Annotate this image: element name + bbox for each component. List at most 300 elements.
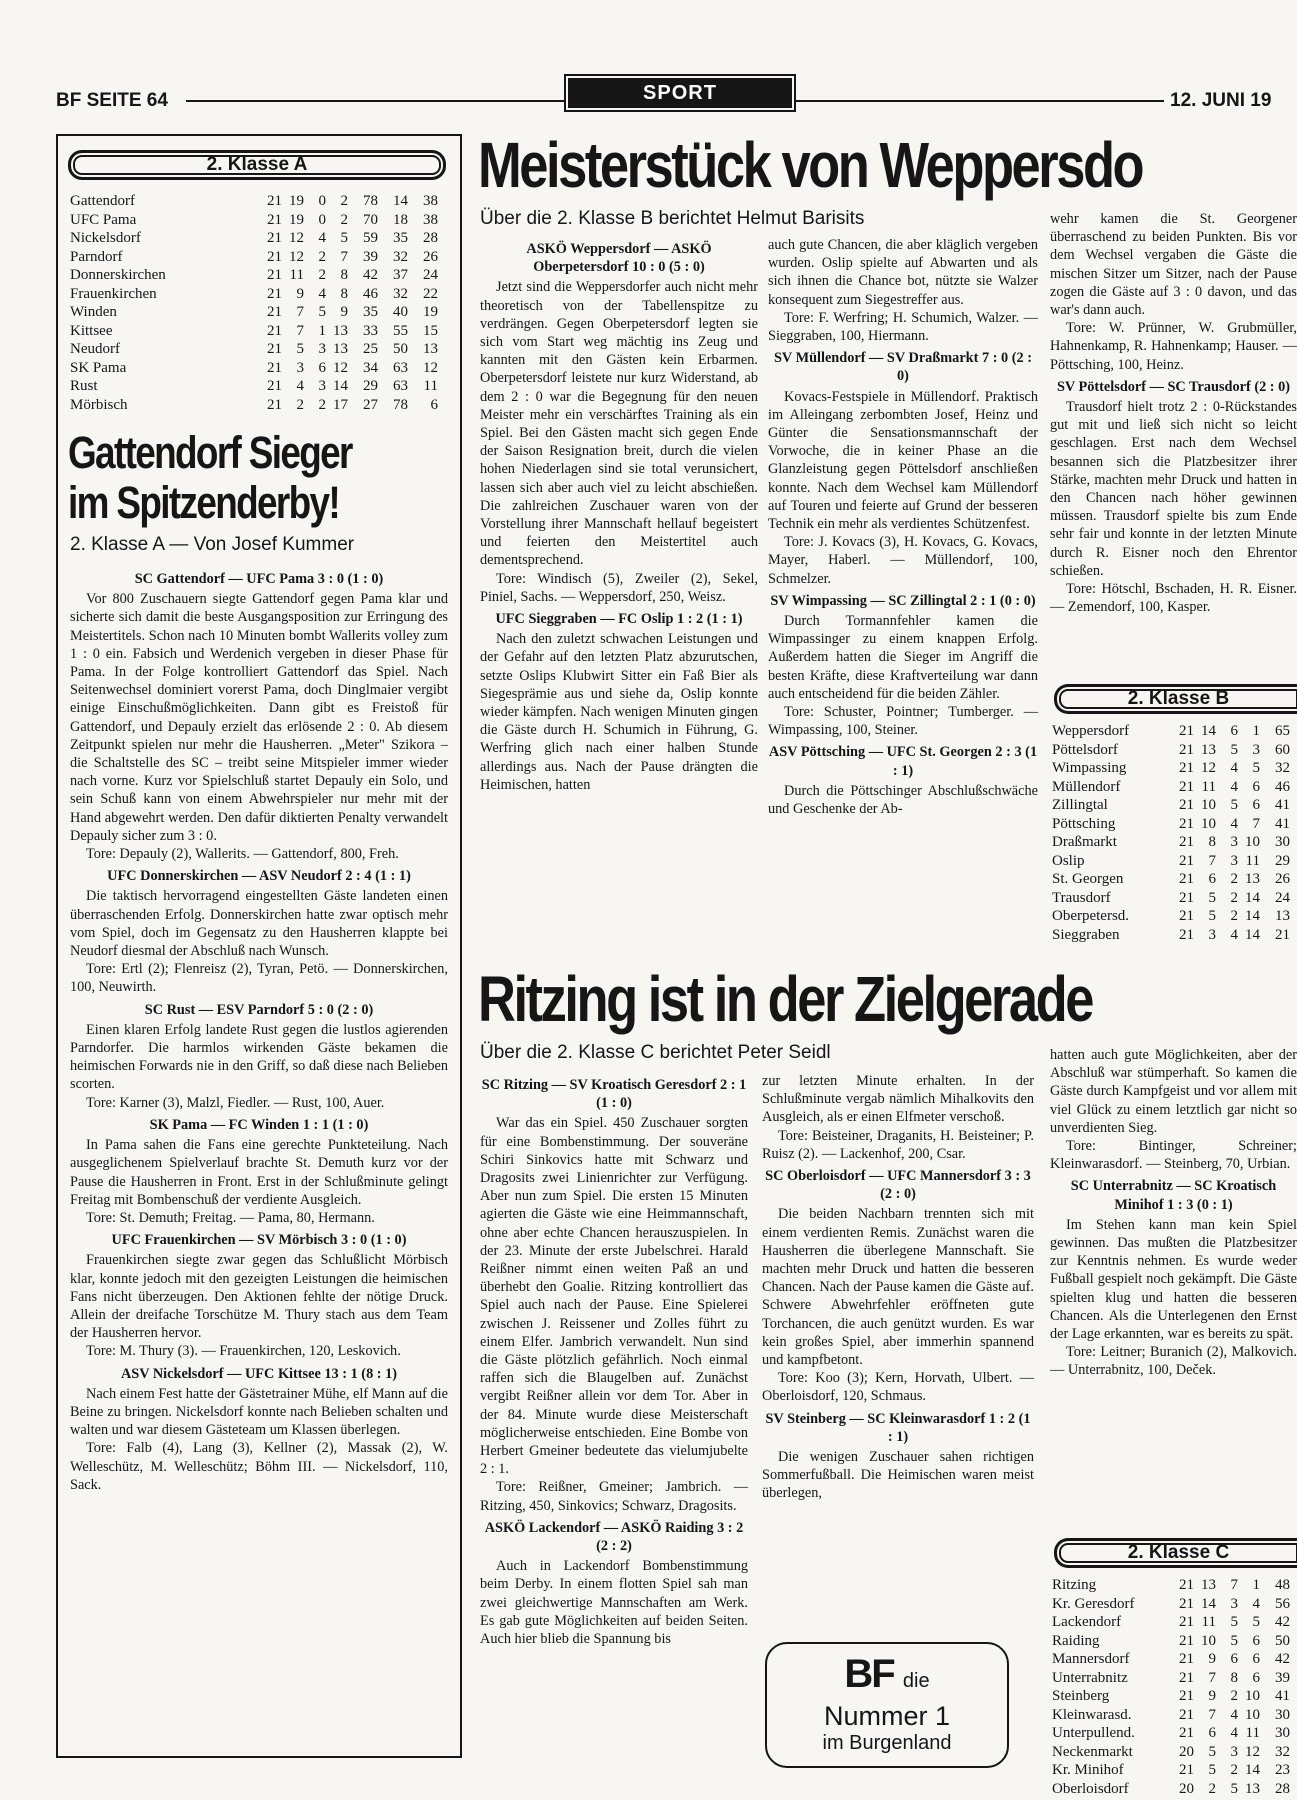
stat-cell: 4 [1230,1706,1238,1723]
match-report: Nach den zuletzt schwachen Leistungen und der Gefahr auf den letzten Platz abzurutschen, setzte Oslips Klubwirt Sitter ein Faß Bier als Siegesprämie aus und siehe da, Oslip konnte wieder kämpfen. Nach wenigen Minuten gingen die Gäste durch H. Schumich in Führung, G. Werfring glich nach einer halben Stunde allerdings aus. Nach der Pause drängten die Heimischen, hatten [480,631,758,793]
match-heading: SC Unterrabnitz — SC Kroatisch Minihof 1 : 3 (0 : 1) [1070,1178,1277,1213]
table-row [1052,889,1297,908]
stat-cell: 21 [267,341,282,357]
team-name: Gattendorf [70,193,135,209]
stat-cell: 5 [1252,1614,1260,1630]
stat-cell: 7 [1208,852,1216,869]
stat-cell: 19 [289,211,304,228]
stat-cell: 21 [1179,797,1194,813]
stat-cell: 21 [1179,778,1194,795]
stat-cell: 21 [1179,852,1194,869]
stat-cell: 78 [363,193,378,209]
match-scorers: Tore: Leitner; Buranich (2), Malkovich. — Unterrabnitz, 100, Deček. [1050,1344,1297,1379]
table-row [1052,1687,1297,1706]
team-name: St. Georgen [1052,871,1124,887]
stat-cell: 14 [1245,926,1260,943]
stat-cell: 5 [1230,741,1238,758]
stat-cell: 10 [1201,1632,1216,1649]
stat-cell: 14 [1245,908,1260,924]
stat-cell: 6 [430,396,438,413]
team-name: Raiding [1052,1632,1100,1649]
stat-cell: 39 [363,248,378,265]
stat-cell: 3 [1208,926,1216,943]
table-row [1052,778,1297,797]
stat-cell: 3 [1230,852,1238,869]
stat-cell: 42 [363,267,378,283]
stat-cell: 21 [1179,1595,1194,1612]
stat-cell: 2 [296,396,304,413]
team-name: Oslip [1052,852,1085,869]
team-name: Zillingtal [1052,797,1108,813]
stat-cell: 6 [1252,778,1260,795]
stat-cell: 1 [318,322,326,339]
match-report: War das ein Spiel. 450 Zuschauer sorgten für eine Bombenstimmung. Der souveräne Schiri Sinkovics hatte mit Schwarz und Dragosits zwei Linienrichter zur Verfügung. Aber nun zum Spiel. Die ersten 15 Minuten agierten die Gäste wie eine Heimmannschaft, ohne aber echte Chancen herauszuspielen. In der 23. Minute der erste Jubelschrei. Harald Reißner nimmt einen weiten Paß an und überhebt den Goalie. Ritzing kontrolliert das Spiel auch nach der Pause. Eine Spielerei zwischen J. Reissener und Zolles führt zu einem Elfer. Jambrich verwandelt. Nun sind die Gäste plötzlich gefährlich. Noch einmal raffen sich die Blaugelben auf. Zunächst vergibt Reißner allein vor dem Tor. Aber in der 84. Minute wurde diese Meisterschaft möglicherweise entschieden. Eine Bombe von Herbert Gmeiner bedeutete das vielumjubelte 2 : 1. [480,1115,748,1478]
stat-cell: 11 [1245,1725,1260,1741]
team-name: Mannersdorf [1052,1651,1130,1667]
team-name: Weppersdorf [1052,723,1130,739]
stat-cell: 35 [363,304,378,320]
stat-cell: 5 [296,341,304,357]
stat-cell: 4 [1230,926,1238,943]
stat-cell: 13 [1201,741,1216,758]
stat-cell: 4 [1230,778,1238,795]
table-row [1052,1613,1297,1632]
stat-cell: 2 [1230,908,1238,924]
ad-logo-suffix: die [902,1670,930,1692]
table-row [1052,1761,1297,1780]
stat-cell: 10 [1245,1688,1260,1704]
table-a-title: 2. Klasse A [68,150,446,180]
match-heading: SV Wimpassing — SC Zillingtal 2 : 1 (0 : 0) [770,592,1036,609]
stat-cell: 21 [1179,1706,1194,1723]
match-heading: SC Rust — ESV Parndorf 5 : 0 (2 : 0) [144,1001,374,1018]
stat-cell: 3 [318,341,326,357]
team-name: SK Pama [70,359,127,376]
section-label: SPORT [568,78,792,108]
stat-cell: 32 [393,248,408,265]
stat-cell: 7 [296,304,304,320]
table-row [70,248,438,267]
stat-cell: 6 [1252,1632,1260,1649]
stat-cell: 8 [340,285,348,302]
match-report: In Pama sahen die Fans eine gerechte Punkteteilung. Nach ausgeglichenem Spielverlauf brachte St. Demuth kurz vor der Pause die Hausherren in Front. Erst in der Schlußminute gelingt Freitag mit Bombenschuß der verdiente Ausgleich. [70,1137,448,1208]
stat-cell: 46 [363,285,378,302]
stat-cell: 4 [1230,760,1238,776]
table-row [1052,1632,1297,1651]
table-row [1052,907,1297,926]
stat-cell: 13 [1245,1780,1260,1797]
table-c [1052,1576,1297,1800]
stat-cell: 38 [423,211,438,228]
match-heading: ASKÖ Weppersdorf — ASKÖ Oberpetersdorf 10 : 0 (5 : 0) [526,241,712,276]
stat-cell: 1 [1252,1577,1260,1593]
table-row [1052,1650,1297,1669]
team-name: Frauenkirchen [70,285,157,302]
stat-cell: 21 [267,396,282,413]
table-c-title: 2. Klasse C [1054,1538,1297,1568]
table-b-title: 2. Klasse B [1054,684,1297,714]
stat-cell: 14 [1201,723,1216,739]
stat-cell: 29 [363,378,378,394]
stat-cell: 42 [1275,1614,1290,1630]
team-name: Parndorf [70,248,123,265]
stat-cell: 13 [333,322,348,339]
stat-cell: 5 [1252,760,1260,776]
stat-cell: 26 [423,248,438,265]
stat-cell: 8 [1208,834,1216,850]
stat-cell: 6 [1230,1651,1238,1667]
match-scorers: Tore: Hötschl, Bschaden, H. R. Eisner. — Zemendorf, 100, Kasper. [1050,581,1297,616]
team-name: UFC Pama [70,211,137,228]
stat-cell: 21 [267,230,282,246]
stat-cell: 0 [318,193,326,209]
stat-cell: 4 [1230,815,1238,832]
match-heading: UFC Frauenkirchen — SV Mörbisch 3 : 0 (1 : 0) [111,1232,407,1249]
stat-cell: 30 [1275,834,1290,850]
stat-cell: 37 [393,267,408,283]
stat-cell: 21 [1179,871,1194,887]
article-a-subtitle: 2. Klasse A — Von Josef Kummer [70,534,355,555]
stat-cell: 21 [1179,1725,1194,1741]
stat-cell: 9 [1208,1688,1216,1704]
table-b [1052,722,1297,948]
page-number: BF SEITE 64 [56,90,168,111]
table-row [1052,1576,1297,1595]
team-name: Neckenmarkt [1052,1743,1133,1760]
stat-cell: 6 [1252,797,1260,813]
stat-cell: 15 [423,322,438,339]
stat-cell: 32 [1275,760,1290,776]
match-heading: ASV Nickelsdorf — UFC Kittsee 13 : 1 (8 : 1) [120,1365,398,1382]
table-row [1052,722,1297,741]
stat-cell: 13 [1201,1577,1216,1593]
stat-cell: 48 [1275,1577,1290,1593]
stat-cell: 78 [393,396,408,413]
stat-cell: 21 [267,267,282,283]
stat-cell: 23 [1275,1762,1290,1778]
stat-cell: 63 [393,359,408,376]
team-name: Mörbisch [70,396,128,413]
headline-a-2: im Spitzenderby! [68,477,340,528]
match-scorers: Tore: Koo (3); Kern, Horvath, Ulbert. — Oberloisdorf, 120, Schmaus. [762,1370,1034,1405]
match-heading: SV Pöttelsdorf — SC Trausdorf (2 : 0) [1056,378,1291,395]
match-report: wehr kamen die St. Georgener überraschend zu beiden Punkten. Bis vor dem Wechsel vergaben die Gäste die mischen Sitzer um Sitzer, nach der Pause zogen die Gäste auf 3 : 0 davon, und das war's dann auch. [1050,211,1297,319]
stat-cell: 25 [363,341,378,357]
ad-line-2: im Burgenland [822,1732,952,1754]
stat-cell: 9 [340,304,348,320]
match-report: Die wenigen Zuschauer sahen richtigen Sommerfußball. Die Heimischen waren meist überlegen, [762,1449,1034,1502]
stat-cell: 65 [1275,723,1290,739]
match-report: Vor 800 Zuschauern siegte Gattendorf gegen Pama klar und sicherte sich damit die beste Ausgangsposition zur Erringung des Meistertitels. Schon nach 10 Minuten bombt Wallerits volley zum 1 : 0 ein. Fabsich und Werdenich vergeben in dieser Phase für Pama. In der Folge kontrolliert Gattendorf das Spiel. Nach Seitenwechsel dominiert vorerst Pama, doch Dinglmaier vergibt einige Einschußmöglichkeiten. Dann gibt es Freistoß für Gattendorf, und Depauly erzielt das erlösende 2 : 0. Ab diesem Zeitpunkt spielen nur mehr die Hausherren. „Meter" Szikora – die Schaltstelle des SC – treibt seine Mitspieler immer wieder nach vorne. Kurz vor Spielschluß startet Depauly ein Solo, und sein Schuß kann von einem Abwehrspieler nur mehr mit der Hand abgewehrt werden. Den dafür diktierten Penalty verwandelt Depauly sicher zum 3 : 0. [70,591,448,844]
stat-cell: 63 [393,378,408,394]
match-scorers: Tore: Ertl (2); Flenreisz (2), Tyran, Petö. — Donnerskirchen, 100, Neuwirth. [70,961,448,996]
stat-cell: 0 [318,211,326,228]
stat-cell: 4 [318,285,326,302]
stat-cell: 3 [318,378,326,394]
stat-cell: 41 [1275,797,1290,813]
table-row [1052,815,1297,834]
stat-cell: 17 [333,396,348,413]
ad-logo: BF [844,1652,894,1696]
article-c-subtitle: Über die 2. Klasse C berichtet Peter Seidl [480,1042,831,1063]
table-row [1052,759,1297,778]
stat-cell: 3 [1230,1743,1238,1760]
stat-cell: 3 [296,359,304,376]
stat-cell: 2 [340,193,348,209]
stat-cell: 21 [1179,908,1194,924]
stat-cell: 4 [1252,1595,1260,1612]
stat-cell: 5 [1230,1780,1238,1797]
match-heading: SC Oberloisdorf — UFC Mannersdorf 3 : 3 (2 : 0) [765,1168,1031,1203]
match-report: auch gute Chancen, die aber kläglich vergeben wurden. Oslip spielte auf Abwarten und als sich ihnen die Chance bot, nützte sie Walzer konsequent zum Siegestreffer aus. [768,237,1038,308]
stat-cell: 21 [1179,889,1194,906]
match-scorers: Tore: Depauly (2), Wallerits. — Gattendorf, 800, Freh. [86,846,399,863]
stat-cell: 50 [393,341,408,357]
match-report: Durch die Pöttschinger Abschlußschwäche und Geschenke der Ab- [768,782,1038,818]
stat-cell: 50 [1275,1632,1290,1649]
stat-cell: 7 [1208,1706,1216,1723]
team-name: Wimpassing [1052,760,1127,776]
stat-cell: 14 [393,193,408,209]
team-name: Kr. Geresdorf [1052,1595,1135,1612]
stat-cell: 21 [1179,1651,1194,1667]
stat-cell: 2 [1230,1762,1238,1778]
stat-cell: 6 [1252,1669,1260,1686]
match-report: Im Stehen kann man kein Spiel gewinnen. Das mußten die Platzbesitzer zur Kenntnis nehmen. Es wurde weder Fußball gespielt noch gekämpft. Die Gäste spielten klug und hatten die besseren Chancen. Als die Unterlegenen den Ernst der Lage erkannten, war es bereits zu spät. [1050,1216,1297,1343]
table-row [70,359,438,378]
stat-cell: 9 [1208,1651,1216,1667]
stat-cell: 13 [1245,871,1260,887]
article-c-col2 [762,1072,1034,1503]
stat-cell: 2 [340,211,348,228]
stat-cell: 41 [1275,1688,1290,1704]
table-row [1052,741,1297,760]
stat-cell: 3 [1252,741,1260,758]
match-scorers: Tore: W. Prünner, W. Grubmüller, Hahnenkamp, R. Hahnenkamp; Hauser. — Pöttsching, 100, Heinz. [1050,320,1297,373]
stat-cell: 18 [393,211,408,228]
stat-cell: 7 [296,322,304,339]
header-rule-left [186,100,566,102]
stat-cell: 46 [1275,778,1290,795]
headline-b: Meisterstück von Weppersdo [478,129,1143,201]
match-report: Die taktisch hervorragend eingestellten Gäste landeten einen überraschenden Erfolg. Donnerskirchen hatte zwar optisch mehr vom Spiel, doch im Gegensatz zu den Hausherren klappte bei Neudorf diesmal der Abschluß nach Wunsch. [70,888,448,960]
table-row [1052,833,1297,852]
stat-cell: 5 [1208,1762,1216,1778]
stat-cell: 19 [289,193,304,209]
issue-date: 12. JUNI 19 [1170,90,1272,111]
stat-cell: 10 [1245,1706,1260,1723]
stat-cell: 21 [267,359,282,376]
stat-cell: 6 [318,359,326,376]
stat-cell: 6 [1230,723,1238,739]
match-scorers: Tore: Bintinger, Schreiner; Kleinwarasdorf. — Steinberg, 70, Urbian. [1050,1138,1297,1173]
stat-cell: 10 [1245,834,1260,850]
match-scorers: Tore: Karner (3), Malzl, Fiedler. — Rust, 100, Auer. [86,1094,385,1111]
stat-cell: 13 [1275,908,1290,924]
team-name: Pöttelsdorf [1052,741,1118,758]
stat-cell: 33 [363,322,378,339]
table-row [1052,1743,1297,1762]
match-heading: SC Ritzing — SV Kroatisch Geresdorf 2 : 1 (1 : 0) [481,1077,747,1112]
match-report: Nach einem Fest hatte der Gästetrainer Mühe, elf Mann auf die Beine zu bringen. Nickelsdorf konnte nach Belieben schalten und walten und war diesem Gästeteam um Klassen überlegen. [70,1385,448,1439]
table-row [1052,796,1297,815]
article-b-col2 [768,236,1038,818]
article-b-col1 [480,236,758,794]
stat-cell: 21 [1179,723,1194,739]
match-heading: SC Gattendorf — UFC Pama 3 : 0 (1 : 0) [134,571,384,587]
stat-cell: 40 [393,304,408,320]
stat-cell: 21 [1179,760,1194,776]
headline-a-1: Gattendorf Sieger [68,427,352,478]
table-row [70,229,438,248]
team-name: Ritzing [1052,1577,1097,1593]
stat-cell: 21 [267,378,282,394]
table-row [1052,1595,1297,1614]
stat-cell: 30 [1275,1725,1290,1741]
stat-cell: 32 [1275,1743,1290,1760]
stat-cell: 10 [1201,815,1216,832]
match-report: Auch in Lackendorf Bombenstimmung beim Derby. In einem flotten Spiel sah man zwei gleichwertige Mannschaften am Werk. Es gab gute Möglichkeiten auf beiden Seiten. Auch hier blieb die Spannung bis [480,1558,748,1648]
table-row [70,396,438,415]
match-heading: SV Steinberg — SC Kleinwarasdorf 1 : 2 (1 : 1) [765,1410,1031,1445]
stat-cell: 19 [423,304,438,320]
team-name: Winden [70,304,117,320]
team-name: Kleinwarasd. [1052,1706,1132,1723]
stat-cell: 20 [1179,1780,1194,1797]
stat-cell: 21 [267,211,282,228]
match-heading: UFC Sieggraben — FC Oslip 1 : 2 (1 : 1) [495,611,743,628]
stat-cell: 27 [363,396,378,413]
match-scorers: Tore: Windisch (5), Zweiler (2), Sekel, Piniel, Sachs. — Weppersdorf, 250, Weisz. [480,570,758,605]
table-row [1052,1669,1297,1688]
table-row [1052,1780,1297,1799]
match-report: Die beiden Nachbarn trennten sich mit einem verdienten Remis. Zunächst waren die Hausherren die überlegene Mannschaft. Sie machten mehr Druck und hatten die besseren Chancen. Nach der Pause kamen die Gäste auf. Schwere Abwehrfehler eröffneten gute Torchancen, die auch genützt wurden. Es war kein großes Spiel, aber immerhin spannend und kampfbetont. [762,1206,1034,1369]
stat-cell: 10 [1201,797,1216,813]
team-name: Draßmarkt [1052,834,1117,850]
stat-cell: 5 [1208,889,1216,906]
table-row [1052,852,1297,871]
match-heading: SK Pama — FC Winden 1 : 1 (1 : 0) [149,1116,369,1133]
stat-cell: 21 [1179,834,1194,850]
stat-cell: 39 [1275,1669,1290,1686]
article-a-body [70,566,448,1494]
stat-cell: 2 [1230,871,1238,887]
article-c-col3 [1050,1046,1297,1530]
ad-line-1: Nummer 1 [823,1701,951,1731]
stat-cell: 11 [423,378,438,394]
stat-cell: 5 [318,304,326,320]
stat-cell: 11 [289,267,304,283]
stat-cell: 7 [340,248,348,265]
stat-cell: 35 [393,230,408,246]
table-row [1052,926,1297,945]
table-row [70,322,438,341]
stat-cell: 9 [296,285,304,302]
stat-cell: 13 [423,341,438,357]
stat-cell: 21 [1275,926,1290,943]
stat-cell: 24 [1275,889,1290,906]
stat-cell: 12 [1201,760,1216,776]
stat-cell: 21 [1179,1669,1194,1686]
table-row [70,285,438,304]
table-row [1052,1724,1297,1743]
stat-cell: 11 [1245,852,1260,869]
article-b-subtitle: Über die 2. Klasse B berichtet Helmut Barisits [480,208,865,229]
stat-cell: 4 [1230,1725,1238,1741]
stat-cell: 6 [1208,871,1216,887]
stat-cell: 56 [1275,1595,1290,1612]
match-report: Einen klaren Erfolg landete Rust gegen die lustlos agierenden Parndorfer. Die harmlos wirkenden Gäste bekamen die heimischen Forwards nie in den Griff, so daß diese nach Belieben scorten. [70,1021,448,1093]
stat-cell: 21 [1179,815,1194,832]
stat-cell: 42 [1275,1651,1290,1667]
stat-cell: 7 [1252,815,1260,832]
stat-cell: 28 [423,230,438,246]
match-report: Trausdorf hielt trotz 2 : 0-Rückstandes gut mit und ließ sich nicht so leicht geschlagen. Erst nach dem Wechsel besannen sich die Platzbesitzer ihrer Stärke, machten mehr Druck und hatten in den Chancen nach höher gewinnen müssen. Trausdorf spielte bis zum Ende sehr fair und konnte in der letzten Minute durch R. Eisner noch den Ehrentor schießen. [1050,399,1297,579]
match-scorers: Tore: Falb (4), Lang (3), Kellner (2), Massak (2), W. Welleschütz, M. Welleschütz; Böhm III. — Nickelsdorf, 110, Sack. [70,1440,448,1493]
team-name: Sieggraben [1052,926,1120,943]
stat-cell: 2 [1208,1780,1216,1797]
stat-cell: 21 [1179,741,1194,758]
match-heading: ASV Pöttsching — UFC St. Georgen 2 : 3 (1 : 1) [768,744,1038,779]
team-name: Rust [70,378,98,394]
stat-cell: 13 [333,341,348,357]
article-c-col1 [480,1072,748,1648]
match-scorers: Tore: St. Demuth; Freitag. — Pama, 80, Hermann. [86,1209,375,1226]
stat-cell: 21 [1179,926,1194,943]
team-name: Pöttsching [1052,815,1116,832]
team-name: Steinberg [1052,1688,1110,1704]
stat-cell: 5 [340,230,348,246]
table-row [70,266,438,285]
stat-cell: 26 [1275,871,1290,887]
stat-cell: 6 [1208,1725,1216,1741]
stat-cell: 2 [1230,889,1238,906]
stat-cell: 21 [267,322,282,339]
stat-cell: 2 [1230,1688,1238,1704]
stat-cell: 14 [1245,1762,1260,1778]
stat-cell: 5 [1230,1632,1238,1649]
stat-cell: 21 [267,304,282,320]
stat-cell: 28 [1275,1780,1290,1797]
stat-cell: 21 [267,193,282,209]
stat-cell: 21 [267,285,282,302]
match-scorers: Tore: Schuster, Pointner; Tumberger. — Wimpassing, 100, Steiner. [768,704,1038,739]
stat-cell: 60 [1275,741,1290,758]
stat-cell: 24 [423,267,438,283]
stat-cell: 70 [363,211,378,228]
stat-cell: 12 [333,359,348,376]
stat-cell: 12 [289,248,304,265]
stat-cell: 4 [296,378,304,394]
stat-cell: 21 [1179,1688,1194,1704]
stat-cell: 38 [423,193,438,209]
team-name: Oberloisdorf [1052,1780,1129,1797]
table-row [1052,1706,1297,1725]
match-heading: UFC Donnerskirchen — ASV Neudorf 2 : 4 (1 : 1) [107,868,411,885]
table-row [70,340,438,359]
stat-cell: 11 [1201,1614,1216,1630]
match-report: Jetzt sind die Weppersdorfer auch nicht mehr theoretisch von der Tabellenspitze zu verdrängen. Gegen Oberpetersdorf legten sie sich vom Start weg mächtig ins Zeug und kannten mit den Gästen kein Erbarmen. Oberpetersdorf leistete nur kurz Widerstand, ab dem 2 : 0 war die Begegnung für den neuen Meister mehr ein verschärftes Training als ein Spiel. Bei den Gästen macht sich gegen Ende der Saison Resignation breit, durch die vielen hohen Niederlagen sind sie total verunsichert, lassen sich aber auch viel zu leicht abschießen. Die zahlreichen Zuschauer waren von der Vorstellung ihrer Mannschaft hellauf begeistert und feierten den Meistertitel auch dementsprechend. [480,279,758,569]
stat-cell: 12 [1245,1743,1260,1760]
match-scorers: Tore: M. Thury (3). — Frauenkirchen, 120, Leskovich. [86,1343,401,1360]
team-name: Müllendorf [1052,778,1121,795]
stat-cell: 2 [318,396,326,413]
team-name: Unterrabnitz [1052,1669,1128,1686]
stat-cell: 5 [1230,797,1238,813]
stat-cell: 29 [1275,852,1290,869]
article-b-col3 [1050,210,1297,670]
stat-cell: 21 [1179,1632,1194,1649]
